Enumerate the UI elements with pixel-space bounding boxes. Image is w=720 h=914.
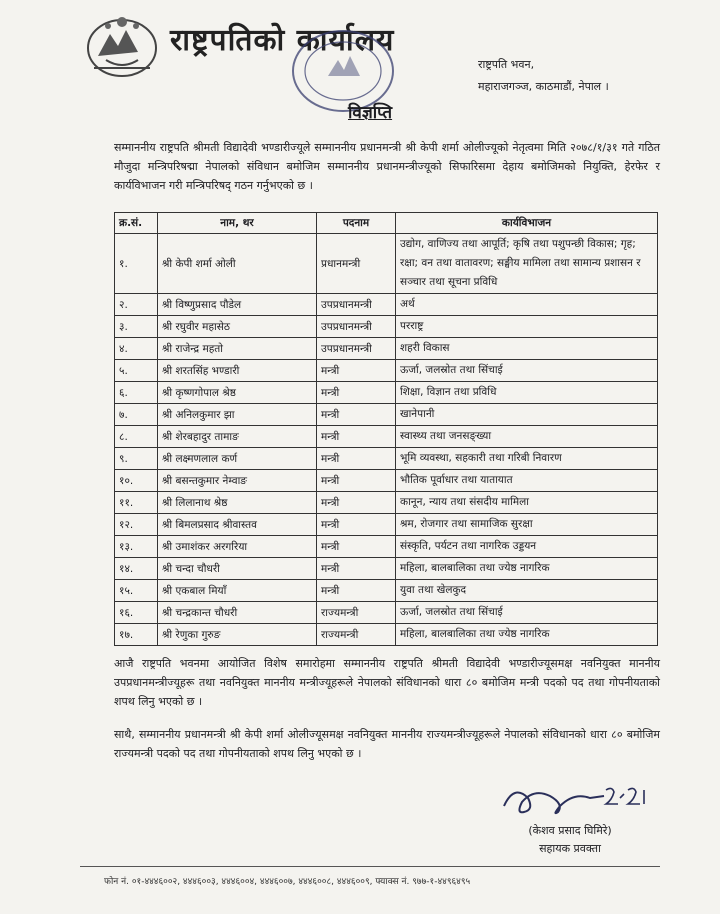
state-minister-oath-paragraph: साथै, सम्माननीय प्रधानमन्त्री श्री केपी शर्मा ओलीज्यूसमक्ष नवनियुक्त माननीय राज्यमन्त्रीज्यूहरूले नेपालको संविधानको धारा ८० बमोजिम राज्यमन्त्री पदको पद तथा गोपनीयताको शपथ लिनु भएको छ । [114,728,660,760]
post-cell: मन्त्री [317,558,396,580]
portfolio-cell: संस्कृति, पर्यटन तथा नागरिक उड्डयन [396,536,658,558]
table-row [115,470,658,492]
intro-paragraph: सम्माननीय राष्ट्रपति श्रीमती विद्यादेवी भण्डारीज्यूले सम्माननीय प्रधानमन्त्री श्री केपी शर्मा ओलीज्यूको नेतृत्वमा मिति २०७८/१/३१ गते गठित मौजुदा मन्त्रिपरिषद्मा नेपालको संविधान बमोजिम सम्माननीय प्रधानमन्त्रीज्यूको सिफारिसमा देहाय बमोजिमको नियुक्ति, हेरफेर र कार्यविभाजन गरी मन्त्रिपरिषद् गठन गर्नुभएको छ । [114,141,660,192]
serial-cell: १५. [115,580,158,602]
portfolio-cell: स्वास्थ्य तथा जनसङ्ख्या [396,426,658,448]
serial-cell: २. [115,294,158,316]
table-row [115,316,658,338]
serial-cell: १०. [115,470,158,492]
table-row [115,624,658,646]
name-cell: श्री लक्ष्मणलाल कर्ण [158,448,317,470]
name-cell: श्री रेणुका गुरुङ [158,624,317,646]
header-serial: क्र.सं. [115,213,158,234]
portfolio-cell: कानून, न्याय तथा संसदीय मामिला [396,492,658,514]
table-row [115,426,658,448]
post-cell: मन्त्री [317,580,396,602]
post-cell: उपप्रधानमन्त्री [317,294,396,316]
serial-cell: ५. [115,360,158,382]
serial-cell: ११. [115,492,158,514]
portfolio-cell: महिला, बालबालिका तथा ज्येष्ठ नागरिक [396,558,658,580]
table-row [115,338,658,360]
post-cell: मन्त्री [317,382,396,404]
serial-cell: १६. [115,602,158,624]
name-cell: श्री शरतसिंह भण्डारी [158,360,317,382]
serial-cell: ९. [115,448,158,470]
table-row [115,492,658,514]
table-row [115,382,658,404]
name-cell: श्री विष्णुप्रसाद पौडेल [158,294,317,316]
table-row [115,514,658,536]
portfolio-cell: शहरी विकास [396,338,658,360]
office-title: राष्ट्रपतिको कार्यालय [170,23,395,58]
table-row [115,360,658,382]
portfolio-cell: युवा तथा खेलकुद [396,580,658,602]
post-cell: मन्त्री [317,404,396,426]
portfolio-cell: अर्थ [396,294,658,316]
portfolio-cell: भौतिक पूर्वाधार तथा यातायात [396,470,658,492]
header-post: पदनाम [317,213,396,234]
name-cell: श्री रघुवीर महासेठ [158,316,317,338]
post-cell: प्रधानमन्त्री [317,234,396,294]
post-cell: मन्त्री [317,514,396,536]
name-cell: श्री चन्द्रकान्त चौधरी [158,602,317,624]
portfolio-cell: ऊर्जा, जलस्रोत तथा सिंचाई [396,360,658,382]
serial-cell: ४. [115,338,158,360]
office-address [478,54,609,98]
name-cell: श्री शेरबहादुर तामाङ [158,426,317,448]
table-row [115,234,658,294]
handwritten-signature [494,776,654,824]
portfolio-cell: भूमि व्यवस्था, सहकारी तथा गरिबी निवारण [396,448,658,470]
table-row [115,404,658,426]
name-cell: श्री राजेन्द्र महतो [158,338,317,360]
portfolio-cell: उद्योग, वाणिज्य तथा आपूर्ति; कृषि तथा पशुपन्छी विकास; गृह; रक्षा; वन तथा वातावरण; सङ्घीय मामिला तथा सामान्य प्रशासन र सञ्चार तथा सूचना प्रविधि [396,234,658,294]
post-cell: मन्त्री [317,426,396,448]
table-row [115,448,658,470]
post-cell: मन्त्री [317,470,396,492]
post-cell: मन्त्री [317,448,396,470]
serial-cell: १३. [115,536,158,558]
portfolio-cell: परराष्ट्र [396,316,658,338]
table-row [115,558,658,580]
name-cell: श्री बिमलप्रसाद श्रीवास्तव [158,514,317,536]
signatory-title: सहायक प्रवक्ता [539,842,601,855]
name-cell: श्री बसन्तकुमार नेम्वाङ [158,470,317,492]
serial-cell: ६. [115,382,158,404]
table-row [115,580,658,602]
signatory-block [510,822,630,858]
cabinet-table-body [115,234,658,646]
name-cell: श्री एकबाल मियाँ [158,580,317,602]
serial-cell: ३. [115,316,158,338]
post-cell: राज्यमन्त्री [317,602,396,624]
post-cell: मन्त्री [317,536,396,558]
table-row [115,294,658,316]
name-cell: श्री कृष्णगोपाल श्रेष्ठ [158,382,317,404]
header-name: नाम, थर [158,213,317,234]
post-cell: उपप्रधानमन्त्री [317,316,396,338]
name-cell: श्री लिलानाथ श्रेष्ठ [158,492,317,514]
post-cell: मन्त्री [317,360,396,382]
address-line-2: महाराजगञ्ज, काठमाडौं, नेपाल । [478,80,609,93]
portfolio-cell: ऊर्जा, जलस्रोत तथा सिंचाई [396,602,658,624]
serial-cell: १. [115,234,158,294]
portfolio-cell: महिला, बालबालिका तथा ज्येष्ठ नागरिक [396,624,658,646]
serial-cell: १२. [115,514,158,536]
address-line-1: राष्ट्रपति भवन, [478,58,535,71]
cabinet-table [114,212,658,646]
name-cell: श्री उमाशंकर अरगरिया [158,536,317,558]
post-cell: उपप्रधानमन्त्री [317,338,396,360]
header-portfolio: कार्यविभाजन [396,213,658,234]
name-cell: श्री अनिलकुमार झा [158,404,317,426]
serial-cell: ७. [115,404,158,426]
name-cell: श्री चन्दा चौधरी [158,558,317,580]
post-cell: राज्यमन्त्री [317,624,396,646]
portfolio-cell: खानेपानी [396,404,658,426]
national-emblem-icon [84,12,160,80]
serial-cell: १७. [115,624,158,646]
oath-paragraph: आजै राष्ट्रपति भवनमा आयोजित विशेष समारोहमा सम्माननीय राष्ट्रपति श्रीमती विद्यादेवी भण्डारीज्यूसमक्ष नवनियुक्त माननीय उपप्रधानमन्त्रीज्यूहरू तथा नवनियुक्त माननीय मन्त्रीज्यूहरूले नेपालको संविधानको धारा ८० बमोजिम मन्त्री पदको पद तथा गोपनीयताको शपथ लिनु भएको छ । [114,657,660,708]
table-header-row [115,213,658,234]
portfolio-cell: श्रम, रोजगार तथा सामाजिक सुरक्षा [396,514,658,536]
serial-cell: १४. [115,558,158,580]
name-cell: श्री केपी शर्मा ओली [158,234,317,294]
notice-heading: विज्ञप्ति [348,103,393,123]
signatory-name: (केशव प्रसाद घिमिरे) [528,824,612,837]
footer-divider [80,866,660,867]
footer-contact: फोन नं. ०१-४४४६००२, ४४४६००३, ४४४६००४, ४४४६००७, ४४४६००८, ४४४६००९, फ्याक्स नं. ९७७-१-४४९६४९५ [104,877,471,887]
table-row [115,602,658,624]
post-cell: मन्त्री [317,492,396,514]
table-row [115,536,658,558]
serial-cell: ८. [115,426,158,448]
portfolio-cell: शिक्षा, विज्ञान तथा प्रविधि [396,382,658,404]
